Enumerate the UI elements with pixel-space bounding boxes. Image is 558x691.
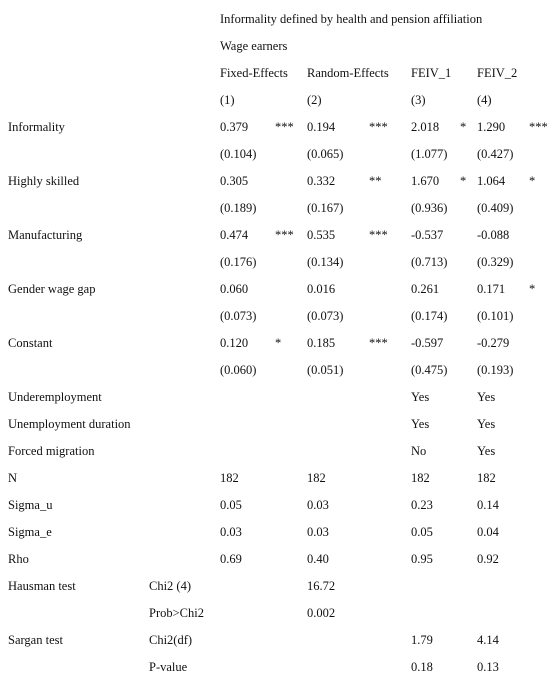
row-label: Unemployment duration bbox=[8, 417, 131, 431]
cell-value: -0.088 bbox=[477, 228, 510, 242]
cell-value: 182 bbox=[411, 471, 430, 485]
significance-stars: * bbox=[460, 120, 467, 134]
row-label: Constant bbox=[8, 336, 53, 350]
cell-value: 1.064 bbox=[477, 174, 506, 188]
row-sublabel: Prob>Chi2 bbox=[149, 606, 204, 620]
row-label: Informality bbox=[8, 120, 65, 134]
cell-value: Yes bbox=[477, 390, 496, 404]
row-label: Underemployment bbox=[8, 390, 102, 404]
row-label: Highly skilled bbox=[8, 174, 80, 188]
cell-value: 182 bbox=[477, 471, 496, 485]
row-label: Manufacturing bbox=[8, 228, 83, 242]
model-number-4: (4) bbox=[477, 93, 492, 107]
significance-stars: * bbox=[275, 336, 282, 350]
cell-value: 0.194 bbox=[307, 120, 336, 134]
cell-value: 0.002 bbox=[307, 606, 336, 620]
cell-value: -0.537 bbox=[411, 228, 444, 242]
cell-value: (0.409) bbox=[477, 201, 514, 215]
significance-stars: * bbox=[529, 282, 536, 296]
cell-value: 182 bbox=[220, 471, 239, 485]
cell-value: -0.279 bbox=[477, 336, 510, 350]
cell-value: 0.332 bbox=[307, 174, 336, 188]
row-label: Gender wage gap bbox=[8, 282, 96, 296]
cell-value: 0.03 bbox=[220, 525, 242, 539]
cell-value: 0.18 bbox=[411, 660, 433, 674]
row-sublabel: Chi2 (4) bbox=[149, 579, 192, 593]
significance-stars: *** bbox=[369, 228, 388, 242]
significance-stars: *** bbox=[369, 120, 388, 134]
cell-value: 0.379 bbox=[220, 120, 249, 134]
cell-value: 0.92 bbox=[477, 552, 499, 566]
cell-value: 1.290 bbox=[477, 120, 506, 134]
cell-value: 0.03 bbox=[307, 525, 329, 539]
cell-value: (0.174) bbox=[411, 309, 448, 323]
row-label: Rho bbox=[8, 552, 29, 566]
significance-stars: * bbox=[529, 174, 536, 188]
cell-value: (0.065) bbox=[307, 147, 344, 161]
row-sublabel: Chi2(df) bbox=[149, 633, 193, 647]
cell-value: Yes bbox=[477, 417, 496, 431]
model-header-2: Random-Effects bbox=[307, 66, 389, 80]
cell-value: 0.13 bbox=[477, 660, 499, 674]
cell-value: 0.05 bbox=[411, 525, 433, 539]
cell-value: (0.134) bbox=[307, 255, 344, 269]
model-header-1: Fixed-Effects bbox=[220, 66, 288, 80]
model-number-1: (1) bbox=[220, 93, 235, 107]
cell-value: 0.261 bbox=[411, 282, 440, 296]
cell-value: 0.40 bbox=[307, 552, 329, 566]
cell-value: (0.073) bbox=[220, 309, 257, 323]
cell-value: (1.077) bbox=[411, 147, 448, 161]
cell-value: (0.713) bbox=[411, 255, 448, 269]
cell-value: 0.95 bbox=[411, 552, 433, 566]
row-label: Hausman test bbox=[8, 579, 76, 593]
cell-value: 182 bbox=[307, 471, 326, 485]
row-label: Forced migration bbox=[8, 444, 95, 458]
row-sublabel: P-value bbox=[149, 660, 188, 674]
cell-value: (0.936) bbox=[411, 201, 448, 215]
cell-value: Yes bbox=[411, 390, 430, 404]
cell-value: 0.120 bbox=[220, 336, 249, 350]
row-label: N bbox=[8, 471, 18, 485]
cell-value: -0.597 bbox=[411, 336, 444, 350]
cell-value: (0.475) bbox=[411, 363, 448, 377]
cell-value: 0.474 bbox=[220, 228, 249, 242]
cell-value: (0.104) bbox=[220, 147, 257, 161]
significance-stars: * bbox=[460, 174, 467, 188]
cell-value: 1.670 bbox=[411, 174, 440, 188]
cell-value: 0.14 bbox=[477, 498, 499, 512]
cell-value: 0.69 bbox=[220, 552, 242, 566]
row-label: Sigma_e bbox=[8, 525, 52, 539]
significance-stars: *** bbox=[275, 228, 294, 242]
cell-value: Yes bbox=[477, 444, 496, 458]
cell-value: 0.060 bbox=[220, 282, 249, 296]
cell-value: 0.535 bbox=[307, 228, 336, 242]
row-label: Sargan test bbox=[8, 633, 63, 647]
cell-value: (0.329) bbox=[477, 255, 514, 269]
cell-value: (0.167) bbox=[307, 201, 344, 215]
cell-value: (0.101) bbox=[477, 309, 514, 323]
cell-value: (0.427) bbox=[477, 147, 514, 161]
model-number-2: (2) bbox=[307, 93, 322, 107]
cell-value: 0.305 bbox=[220, 174, 249, 188]
cell-value: No bbox=[411, 444, 427, 458]
cell-value: (0.189) bbox=[220, 201, 257, 215]
cell-value: (0.073) bbox=[307, 309, 344, 323]
significance-stars: *** bbox=[369, 336, 388, 350]
cell-value: 0.03 bbox=[307, 498, 329, 512]
cell-value: 0.04 bbox=[477, 525, 499, 539]
cell-value: 0.23 bbox=[411, 498, 433, 512]
cell-value: 0.171 bbox=[477, 282, 506, 296]
cell-value: 0.016 bbox=[307, 282, 336, 296]
model-header-3: FEIV_1 bbox=[411, 66, 452, 80]
significance-stars: *** bbox=[275, 120, 294, 134]
significance-stars: *** bbox=[529, 120, 548, 134]
cell-value: 2.018 bbox=[411, 120, 440, 134]
significance-stars: ** bbox=[369, 174, 382, 188]
cell-value: 0.05 bbox=[220, 498, 242, 512]
cell-value: 0.185 bbox=[307, 336, 336, 350]
row-label: Sigma_u bbox=[8, 498, 53, 512]
cell-value: 16.72 bbox=[307, 579, 336, 593]
table-title: Informality defined by health and pension affiliation bbox=[220, 12, 483, 26]
model-header-4: FEIV_2 bbox=[477, 66, 518, 80]
cell-value: Yes bbox=[411, 417, 430, 431]
cell-value: 4.14 bbox=[477, 633, 499, 647]
cell-value: (0.051) bbox=[307, 363, 344, 377]
table-subtitle: Wage earners bbox=[220, 39, 288, 53]
cell-value: (0.193) bbox=[477, 363, 514, 377]
cell-value: (0.176) bbox=[220, 255, 257, 269]
model-number-3: (3) bbox=[411, 93, 426, 107]
cell-value: 1.79 bbox=[411, 633, 433, 647]
cell-value: (0.060) bbox=[220, 363, 257, 377]
